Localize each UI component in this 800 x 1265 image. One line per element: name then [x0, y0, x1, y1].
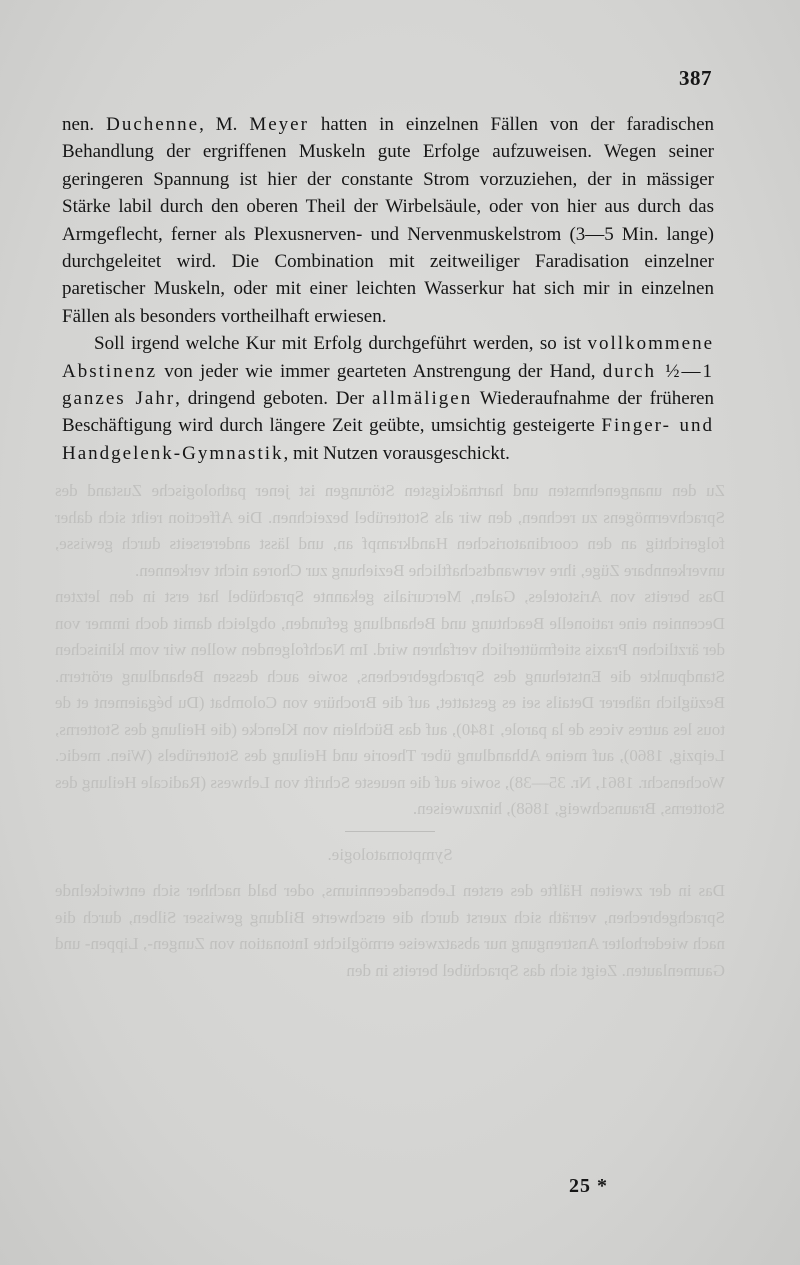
bleedthrough-paragraph: Das in der zweiten Hälfte des ersten Lebensdecenniums, oder bald nachher sich entwickelnde Sprachgebrechen, verräth sich zuerst durch die erschwerte Bildung gewisser Silben, durch die nach wiederholter Anstrengung nur absatzweise ermöglichte Intonation von Zungen-, Lippen- und Gaumenlauten. Zeigt sich das Sprachübel bereits in den	[55, 881, 725, 980]
page-number: 387	[679, 66, 712, 90]
spaced-emphasis: vollkommene Abstinenz	[62, 333, 714, 382]
spaced-emphasis: allmäligen	[372, 388, 473, 410]
bleedthrough-paragraph: Zu den unangenehmsten und hartnäckigsten Störungen ist jener pathologische Zustand des Sprachvermögens zu rechnen, den wir als Stotterübel bezeichnen. Die Affection reiht sich daher folgerichtig an den coordinatorischen Handkrampf an, und lässt andererseits durch gewisse, unverkennbare Züge, ihre verwandtschaftliche Beziehung zur Chorea nicht verkennen.	[55, 481, 725, 580]
spaced-emphasis: Finger- und Handgelenk-Gymnastik	[62, 415, 714, 464]
bleedthrough-heading: Symptomatologie.	[327, 844, 453, 864]
bleedthrough-text	[55, 478, 725, 984]
bleedthrough-rule	[345, 831, 435, 832]
body-text	[62, 111, 714, 467]
signature-mark: 25 *	[569, 1175, 608, 1197]
paragraph: Soll irgend welche Kur mit Erfolg durchgeführt werden, so ist vollkommene Abstinenz von jeder wie immer gearteten Anstrengung der Hand, durch ½—1 ganzes Jahr, dringend geboten. Der allmäligen Wiederaufnahme der früheren Beschäftigung wird durch längere Zeit geübte, umsichtig gesteigerte Finger- und Handgelenk-Gymnastik, mit Nutzen vorausgeschickt.	[62, 333, 714, 464]
paragraph: nen. Duchenne, M. Meyer hatten in einzelnen Fällen von der faradischen Behandlung der ergriffenen Muskeln gute Erfolge aufzuweisen. Wegen seiner geringeren Spannung ist hier der constante Strom vorzuziehen, der in mässiger Stärke labil durch den oberen Theil der Wirbelsäule, oder von hier aus durch das Armgeflecht, ferner als Plexusnerven- und Nervenmuskelstrom (3—5 Min. lange) durchgeleitet wird. Die Combination mit zeitweiliger Faradisation einzelner paretischer Muskeln, oder mit einer leichten Wasserkur hat sich mir in einzelnen Fällen als besonders vortheilhaft erwiesen.	[62, 114, 715, 327]
spaced-emphasis: durch ½—1 ganzes Jahr	[62, 360, 714, 410]
spaced-emphasis: Duchenne	[106, 114, 200, 135]
bleedthrough-paragraph: Das bereits von Aristoteles, Galen, Mercurialis gekannte Sprachübel hat erst in den letzten Decennien eine rationelle Beachtung und Behandlung gefunden, obgleich damit doch immer von der ärztlichen Praxis stiefmütterlich verfahren wird. Im Nachfolgenden wollen wir vom klinischen Standpunkte die Entstehung des Sprachgebrechens, sowie auch dessen Behandlung erörtern. Bezüglich näherer Details sei es gestattet, auf die Brochüre von Colombat (Du bégaiement et de tous les autres vices de la parole, 1840), auf das Büchlein von Klencke (die Heilung des Stotterns, Leipzig, 1860), auf meine Abhandlung über Theorie und Heilung des Stotterübels (Wien. medic. Wochenschr. 1861, Nr. 35—38), sowie auf die neueste Schrift von Lehwess (Radicale Heilung des Stotterns, Braunschweig, 1868), hinzuweisen.	[55, 587, 725, 818]
spaced-emphasis: Meyer	[249, 114, 309, 135]
